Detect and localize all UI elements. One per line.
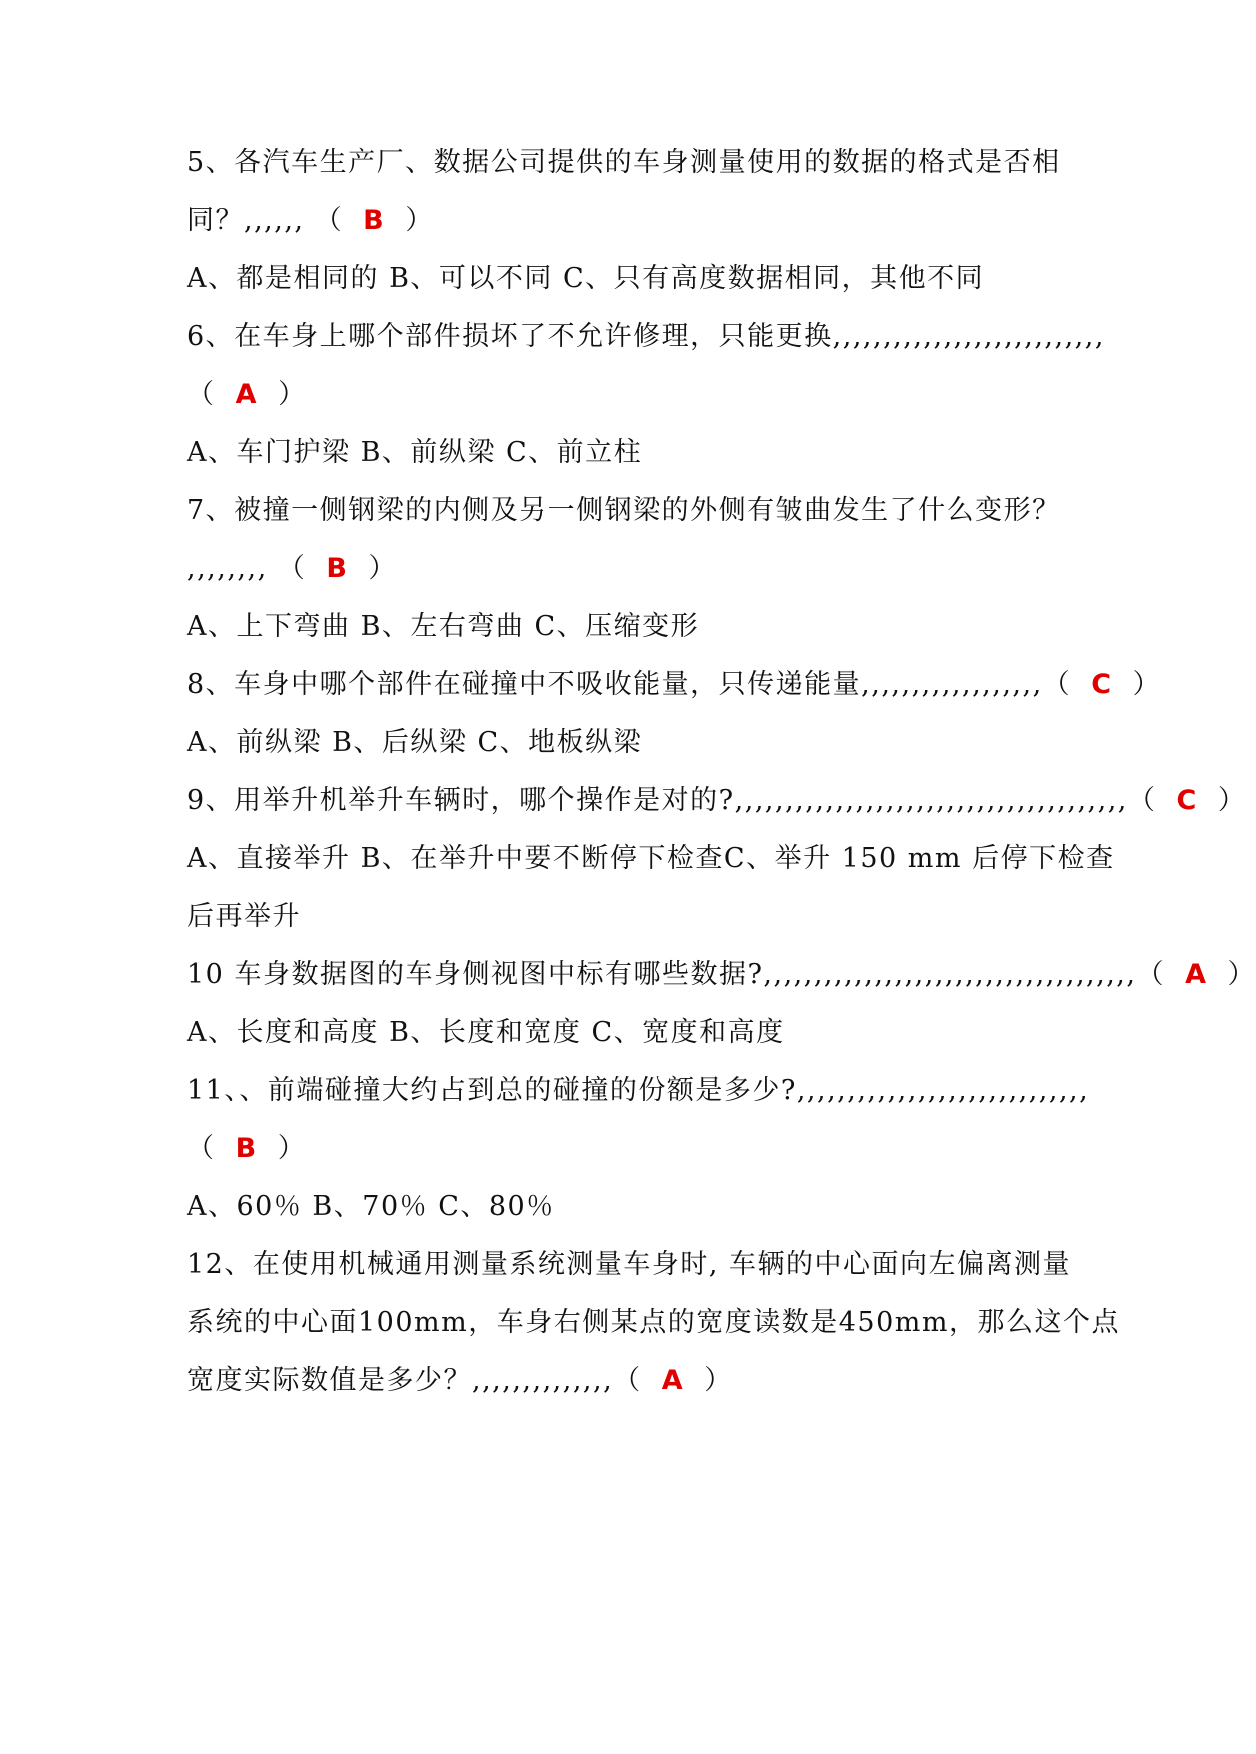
- question-7-options: A、上下弯曲 B、左右弯曲 C、压缩变形: [187, 611, 700, 642]
- question-12-stem-line-3: [187, 1361, 733, 1401]
- question-7-answer: B: [326, 553, 349, 584]
- question-8-options: A、前纵梁 B、后纵梁 C、地板纵梁: [187, 727, 643, 758]
- question-8-stem-prefix: 8、车身中哪个部件在碰撞中不吸收能量，只传递能量,,,,,,,,,,,,,,,,,,（: [187, 669, 1082, 700]
- question-12-stem-line-2: 系统的中心面100mm，车身右侧某点的宽度读数是450mm，那么这个点: [187, 1307, 1120, 1338]
- question-9-options-line-1: A、直接举升 B、在举升中要不断停下检查C、举升 150 mm 后停下检查: [187, 843, 1115, 874]
- question-12-answer: A: [661, 1365, 685, 1396]
- question-7-stem-prefix: ,,,,,,,, （: [187, 553, 317, 584]
- question-9-stem-line-1: [187, 781, 1246, 821]
- question-5-options: A、都是相同的 B、可以不同 C、只有高度数据相同，其他不同: [187, 263, 985, 294]
- question-10-options: A、长度和高度 B、长度和宽度 C、宽度和高度: [187, 1017, 785, 1048]
- question-11-stem-prefix: （: [187, 1133, 226, 1164]
- question-12-stem-line-1: 12、在使用机械通用测量系统测量车身时, 车辆的中心面向左偏离测量: [187, 1249, 1072, 1280]
- question-5-stem-prefix: 同？,,,,,, （: [187, 205, 354, 236]
- question-6-stem-suffix: ）: [268, 379, 307, 410]
- question-8-stem-line-1: [187, 665, 1161, 705]
- question-6-answer: A: [235, 379, 258, 410]
- question-12-stem-prefix: 宽度实际数值是多少？,,,,,,,,,,,,,,（: [187, 1365, 652, 1396]
- question-6-stem-line-1: 6、在车身上哪个部件损坏了不允许修理，只能更换,,,,,,,,,,,,,,,,,,,,,,,,,,,: [187, 321, 1105, 352]
- question-5-stem-line-2: [187, 201, 434, 241]
- question-11-stem-line-1: 11、、前端碰撞大约占到总的碰撞的份额是多少?,,,,,,,,,,,,,,,,,,,,,,,,,,,,,: [187, 1075, 1090, 1106]
- question-9-answer: C: [1176, 785, 1198, 816]
- question-9-options-line-2: 后再举升: [187, 901, 301, 932]
- question-11-answer: B: [235, 1133, 258, 1164]
- question-6-stem-prefix: （: [187, 379, 226, 410]
- question-10-stem-line-1: [187, 955, 1256, 995]
- question-10-stem-suffix: ）: [1217, 959, 1256, 990]
- question-12-stem-suffix: ）: [694, 1365, 733, 1396]
- question-11-stem-suffix: ）: [267, 1133, 307, 1164]
- question-10-answer: A: [1185, 959, 1208, 990]
- question-5-stem-line-1: 5、各汽车生产厂、数据公司提供的车身测量使用的数据的格式是否相: [187, 147, 1061, 178]
- question-5-stem-suffix: ）: [395, 205, 434, 236]
- question-9-stem-prefix: 9、用举升机举升车辆时，哪个操作是对的?,,,,,,,,,,,,,,,,,,,,,,,,,,,,,,,,,,,,,,,（: [187, 785, 1167, 816]
- question-6-options: A、车门护梁 B、前纵梁 C、前立柱: [187, 437, 643, 468]
- question-6-stem-line-2: [187, 375, 307, 415]
- question-8-stem-suffix: ）: [1122, 669, 1162, 700]
- question-7-stem-line-2: [187, 549, 397, 589]
- question-5-answer: B: [363, 205, 386, 236]
- question-8-answer: C: [1091, 669, 1113, 700]
- question-7-stem-suffix: ）: [358, 553, 398, 584]
- question-7-stem-line-1: 7、被撞一侧钢梁的内侧及另一侧钢梁的外侧有皱曲发生了什么变形？: [187, 495, 1061, 526]
- question-11-options: A、60％ B、70％ C、80％: [187, 1191, 555, 1222]
- question-9-stem-suffix: ）: [1207, 785, 1247, 816]
- question-10-stem-prefix: 10 车身数据图的车身侧视图中标有哪些数据?,,,,,,,,,,,,,,,,,,,,,,,,,,,,,,,,,,,,,（: [187, 959, 1176, 990]
- question-11-stem-line-2: [187, 1129, 306, 1169]
